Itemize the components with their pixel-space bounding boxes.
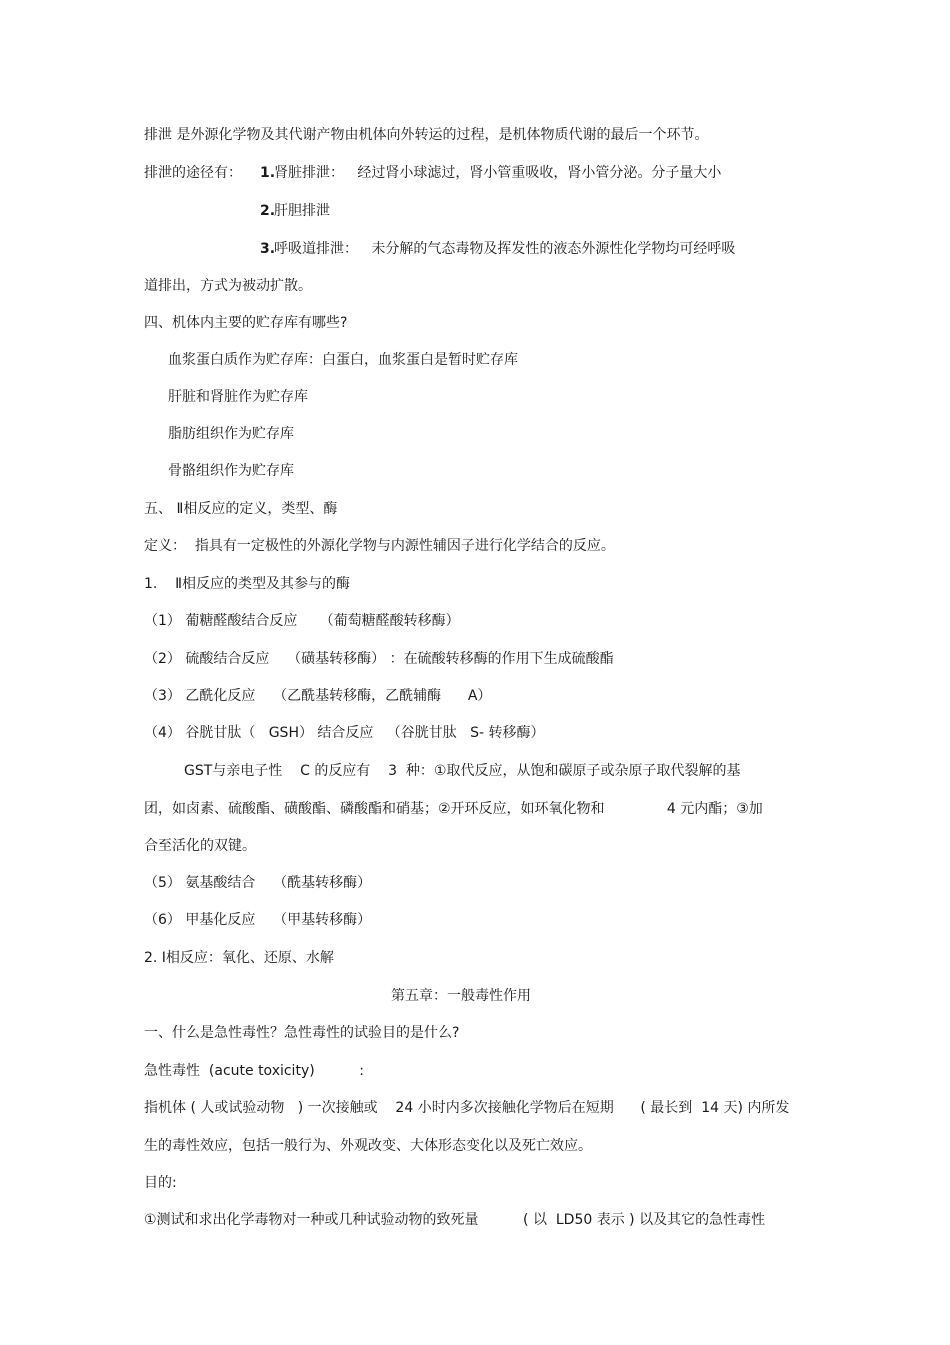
chapter-title: 第五章：一般毒性作用 bbox=[391, 988, 531, 1004]
list-number-3: 3. bbox=[260, 241, 276, 257]
storage-plasma-protein: 血浆蛋白质作为贮存库：白蛋白，血浆蛋白是暂时贮存库 bbox=[168, 352, 518, 368]
phase2-definition: 定义： 指具有一定极性的外源化学物与内源性辅因子进行化学结合的反应。 bbox=[144, 538, 615, 554]
route-respiratory: 呼吸道排泄： 未分解的气态毒物及挥发性的液态外源性化学物均可经呼吸 bbox=[274, 241, 736, 257]
phase2-type-4: （4） 谷胱甘肽（ GSH） 结合反应 （谷胱甘肽 S- 转移酶） bbox=[144, 725, 545, 741]
storage-bone: 骨骼组织作为贮存库 bbox=[168, 463, 294, 479]
section-heading-storage: 四、机体内主要的贮存库有哪些? bbox=[144, 315, 348, 331]
phase2-type-5: （5） 氨基酸结合 （酰基转移酶） bbox=[144, 875, 372, 891]
gst-reactions-line1: GST与亲电子性 C 的反应有 3 种：①取代反应，从饱和碳原子或杂原子取代裂解的基 bbox=[184, 763, 741, 779]
phase2-types-heading: 1. Ⅱ相反应的类型及其参与的酶 bbox=[144, 576, 351, 592]
list-number-2: 2. bbox=[260, 203, 276, 219]
purpose-item-1: ①测试和求出化学毒物对一种或几种试验动物的致死量 ( 以 LD50 表示 ) 以及其它的急性毒性 bbox=[144, 1212, 766, 1228]
purpose-label: 目的: bbox=[144, 1175, 177, 1191]
section-heading-phase2: 五、 Ⅱ相反应的定义，类型、酶 bbox=[144, 501, 338, 517]
phase2-type-3: （3） 乙酰化反应 （乙酰基转移酶，乙酰辅酶 A） bbox=[144, 688, 492, 704]
phase2-type-2: （2） 硫酸结合反应 （磺基转移酶） ：在硫酸转移酶的作用下生成硫酸酯 bbox=[144, 651, 614, 667]
route-kidney: 肾脏排泄： 经过肾小球滤过，肾小管重吸收，肾小管分泌。分子量大小 bbox=[274, 165, 722, 181]
paragraph-excretion-definition: 排泄 是外源化学物及其代谢产物由机体向外转运的过程，是机体物质代谢的最后一个环节。 bbox=[144, 127, 709, 143]
phase2-type-6: （6） 甲基化反应 （甲基转移酶） bbox=[144, 912, 372, 928]
acute-toxicity-term: 急性毒性 (acute toxicity) : bbox=[144, 1063, 364, 1079]
gst-reactions-line2: 团，如卤素、硫酸酯、磺酸酯、磷酸酯和硝基；②开环反应，如环氧化物和 4 元内酯；③加 bbox=[144, 801, 763, 817]
section-heading-acute-toxicity: 一、什么是急性毒性？急性毒性的试验目的是什么? bbox=[144, 1025, 460, 1041]
respiratory-continuation: 道排出，方式为被动扩散。 bbox=[144, 278, 312, 294]
phase2-type-1: （1） 葡糖醛酸结合反应 （葡萄糖醛酸转移酶） bbox=[144, 613, 460, 629]
acute-toxicity-definition-line1: 指机体 ( 人或试验动物 ) 一次接触或 24 小时内多次接触化学物后在短期 ( 最长到 14 天) 内所发 bbox=[144, 1100, 790, 1116]
storage-adipose: 脂肪组织作为贮存库 bbox=[168, 426, 294, 442]
phase1-reactions: 2. Ⅰ相反应：氧化、还原、水解 bbox=[144, 950, 334, 966]
excretion-routes-label: 排泄的途径有： bbox=[144, 165, 242, 181]
gst-reactions-line3: 合至活化的双键。 bbox=[144, 838, 256, 854]
storage-liver-kidney: 肝脏和肾脏作为贮存库 bbox=[168, 389, 308, 405]
list-number-1: 1. bbox=[260, 165, 276, 181]
acute-toxicity-definition-line2: 生的毒性效应，包括一般行为、外观改变、大体形态变化以及死亡效应。 bbox=[144, 1138, 592, 1154]
route-liver-bile: 肝胆排泄 bbox=[274, 203, 330, 219]
